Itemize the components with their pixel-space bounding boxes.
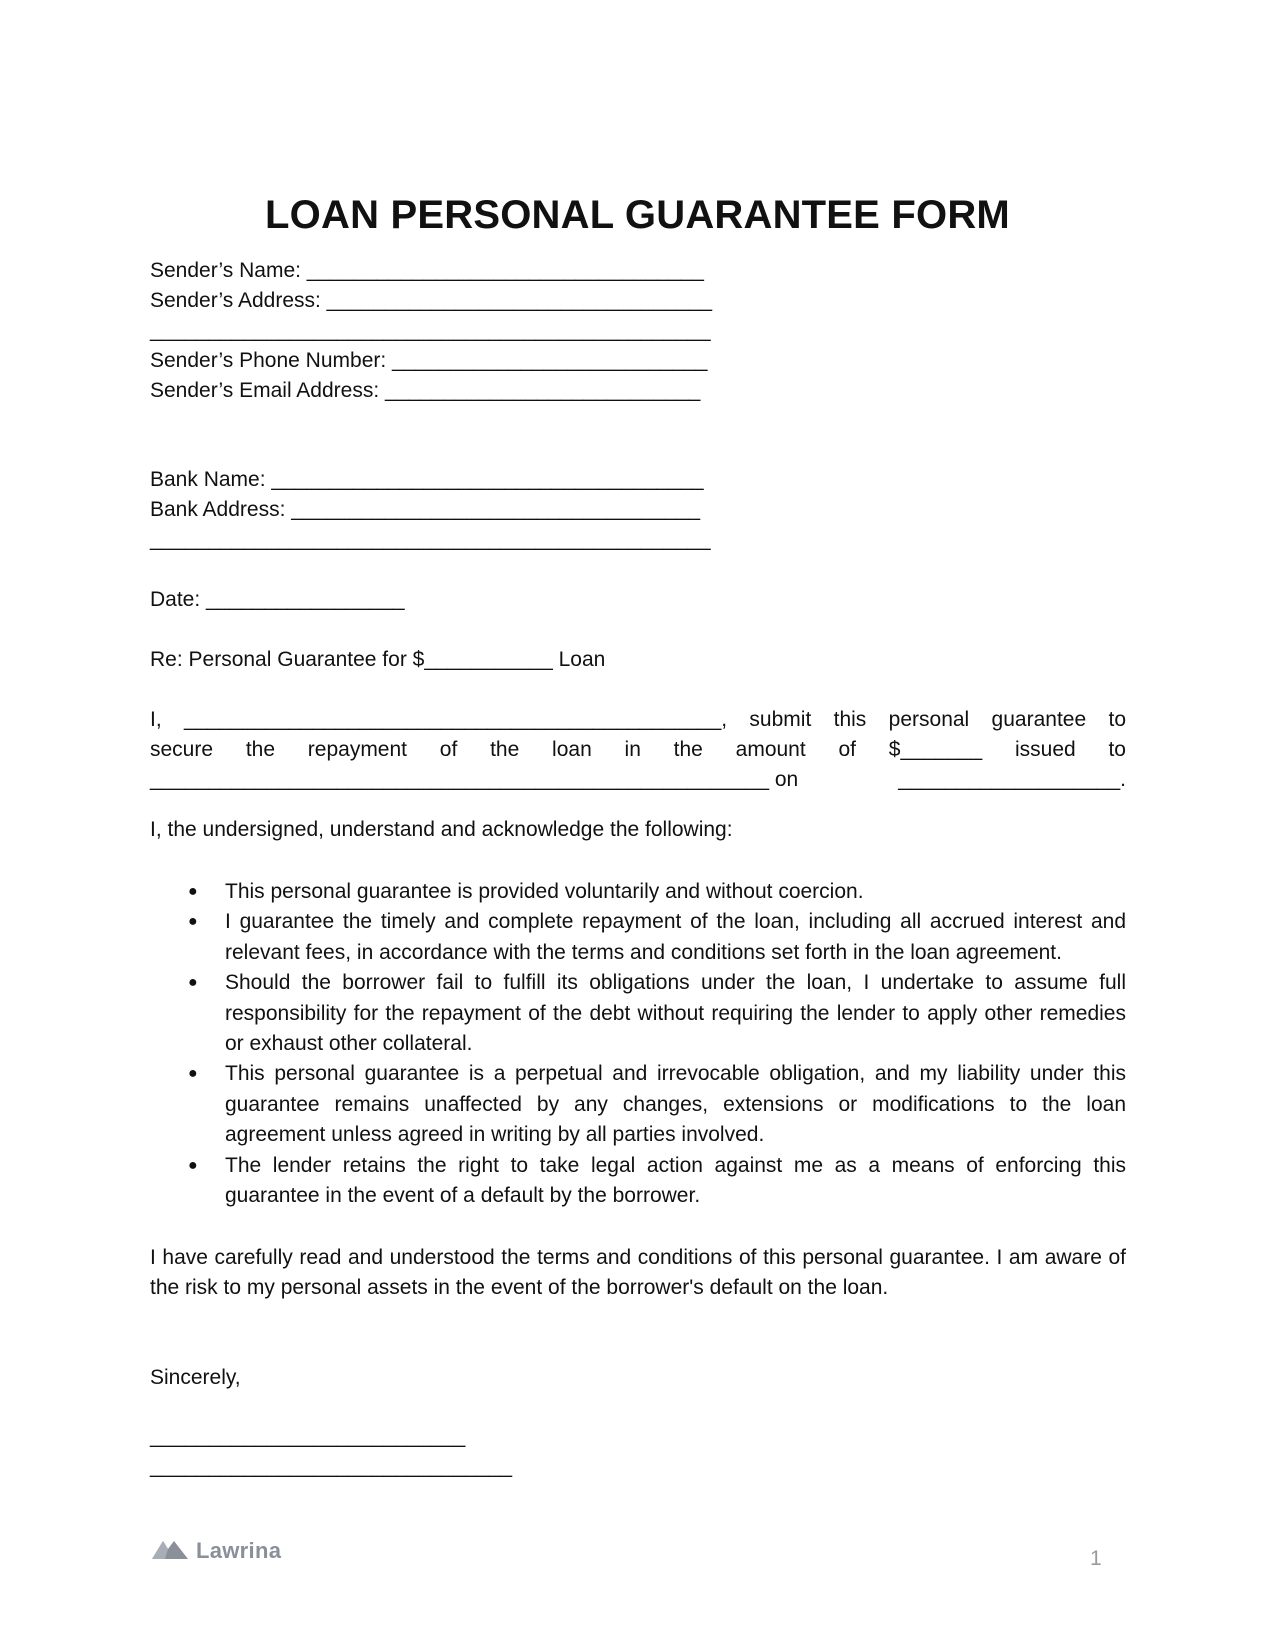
list-item-text: I guarantee the timely and complete repayment of the loan, including all accrued interest and relevant fees, in accordance with the terms and conditions set forth in the loan agreement.: [225, 910, 1126, 964]
acknowledge-heading: I, the undersigned, understand and acknowledge the following:: [150, 818, 733, 841]
date-field[interactable]: Date: _________________: [150, 588, 405, 611]
sender-address-continued-field[interactable]: ________________________________________________: [150, 319, 711, 342]
list-item: [150, 907, 1126, 968]
bank-address-continued-field[interactable]: ________________________________________________: [150, 528, 711, 551]
signature-line[interactable]: ___________________________: [150, 1425, 466, 1448]
sender-name-field[interactable]: Sender’s Name: __________________________________: [150, 259, 704, 282]
list-item-text: This personal guarantee is provided voluntarily and without coercion.: [225, 880, 864, 903]
bullet-icon: ●: [188, 1065, 198, 1083]
list-item-text: The lender retains the right to take legal action against me as a means of enforcing this guarantee in the event of a default by the borrower.: [225, 1153, 1126, 1208]
issue-date-field[interactable]: ___________________.: [898, 768, 1126, 791]
intro-row-3: [150, 765, 1126, 795]
bullet-icon: ●: [188, 1156, 198, 1174]
page-number: 1: [1090, 1547, 1102, 1570]
sender-address-field[interactable]: Sender’s Address: _________________________________: [150, 289, 713, 312]
closing-paragraph: I have carefully read and understood the terms and conditions of this personal guarantee. I am aware of the risk to my personal assets in the event of the borrower's default on the loan.: [150, 1246, 1126, 1299]
document-title: LOAN PERSONAL GUARANTEE FORM: [265, 193, 1010, 237]
list-item-text: This personal guarantee is a perpetual and irrevocable obligation, and my liability under this guarantee remains unaffected by any changes, extensions or modifications to the loan agreement unless agreed in writing by all parties involved.: [225, 1062, 1126, 1147]
list-item: [150, 1151, 1126, 1212]
sign-off: Sincerely,: [150, 1366, 241, 1389]
lawrina-logo[interactable]: [152, 1537, 281, 1564]
bank-name-field[interactable]: Bank Name: _____________________________________: [150, 468, 704, 491]
intro-row-2[interactable]: secure the repayment of the loan in the amount of $_______ issued to: [150, 738, 1126, 761]
list-item: [150, 968, 1126, 1059]
bullet-icon: ●: [188, 913, 198, 931]
acknowledgement-list: [150, 877, 1126, 1211]
list-item-text: Should the borrower fail to fulfill its obligations under the loan, I undertake to assume full responsibility for the repayment of the debt without requiring the lender to apply other remedies or exhaust other collateral.: [225, 971, 1126, 1056]
list-item: [150, 877, 1126, 907]
bank-address-field[interactable]: Bank Address: ___________________________________: [150, 498, 701, 521]
intro-row-1[interactable]: I, ______________________________________________, submit this personal guarantee to: [150, 708, 1126, 731]
printed-name-line[interactable]: _______________________________: [150, 1455, 513, 1478]
sender-email-field[interactable]: Sender’s Email Address: ___________________________: [150, 379, 701, 402]
re-line[interactable]: Re: Personal Guarantee for $___________ Loan: [150, 648, 606, 671]
sender-phone-field[interactable]: Sender’s Phone Number: ___________________________: [150, 349, 708, 372]
logo-text: Lawrina: [196, 1537, 282, 1563]
mountain-logo-icon: [152, 1537, 188, 1564]
bullet-icon: ●: [188, 974, 198, 992]
issued-to-field[interactable]: _____________________________________________________ on: [150, 768, 799, 791]
list-item: [150, 1059, 1126, 1150]
guarantee-intro-paragraph: [150, 705, 1126, 795]
bullet-icon: ●: [188, 883, 198, 900]
